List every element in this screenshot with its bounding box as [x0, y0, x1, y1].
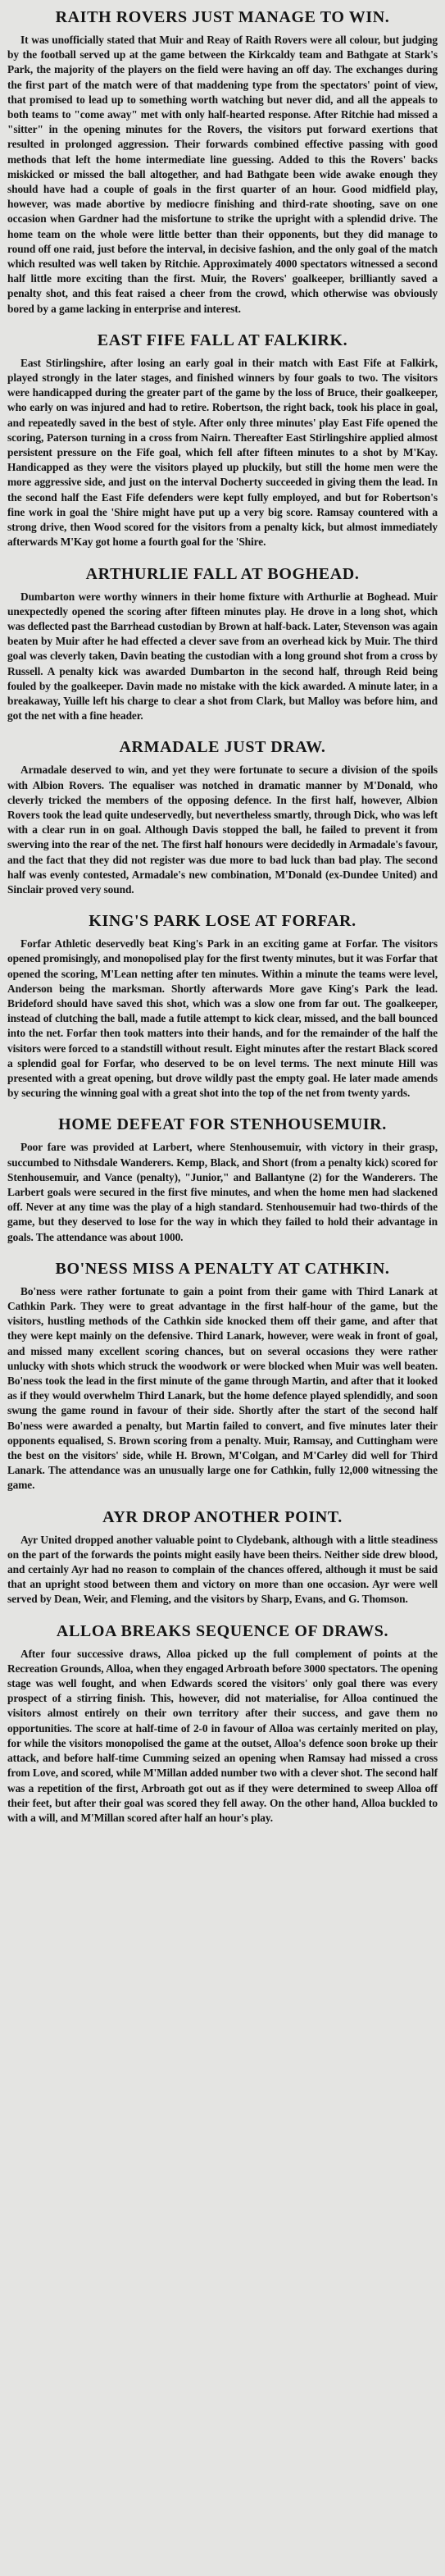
article-headline: BO'NESS MISS A PENALTY AT CATHKIN.	[55, 1259, 390, 1278]
article-headline: ARTHURLIE FALL AT BOGHEAD.	[85, 564, 360, 583]
article-paragraph: Forfar Athletic deservedly beat King's Park in an exciting game at Forfar. The visitors opened promisingly, and monopolised play for the first twenty minutes, but it was Forfar that opened the scoring, M'Lean netting after ten minutes. Within a minute the teams were level, Anderson being the marksman. Shortly afterwards More gave King's Park the lead. Brideford should have saved this shot, which was a slow one from far out. The goalkeeper, instead of clutching the ball, made a futile attempt to kick clear, missed, and the ball bounced into the net. Forfar then took matters into their hands, and for the remainder of the half the visitors were forced to a standstill without result. Eight minutes after the restart Black scored a splendid goal for Forfar, who deserved to be on level terms. The next minute Hill was presented with a great opening, but drove wildly past the empty goal. He later made amends by securing the winning goal with a great shot into the top of the net from twenty yards.	[7, 937, 438, 1100]
article-armadale	[7, 736, 438, 897]
article-arthurlie	[7, 563, 438, 724]
article-east-fife	[7, 330, 438, 550]
article-paragraph: Bo'ness were rather fortunate to gain a point from their game with Third Lanark at Cathkin Park. They were to great advantage in the first half-hour of the game, but the visitors, hustling methods of the Cathkin side knocked them off their game, and after that they were kept mainly on the defensive. Third Lanark, however, were weak in front of goal, and missed many excellent scoring chances, but on several occasions they were rather unlucky with shots which struck the woodwork or were blocked when Muir was well beaten. Bo'ness took the lead in the first minute of the game through Martin, and after that it looked as if they would overwhelm Third Lanark, but the home defence played splendidly, and soon swung the game round in favour of their side. Shortly after the start of the second half Bo'ness were awarded a penalty, but Martin failed to convert, and five minutes later their opponents equalised, S. Brown scoring from a penalty. Muir, Ramsay, and Cuttingham were the best on the visitors' side, while H. Brown, M'Colgan, and M'Carley did well for Third Lanark. The attendance was an unusually large one for Cathkin, fully 12,000 witnessing the game.	[7, 1284, 438, 1492]
article-ayr	[7, 1507, 438, 1607]
article-headline: ARMADALE JUST DRAW.	[119, 738, 326, 757]
article-paragraph: Armadale deserved to win, and yet they were fortunate to secure a division of the spoils with Albion Rovers. The equaliser was notched in dramatic manner by M'Donald, who cleverly tricked the members of the opposing defence. In the first half, however, Albion Rovers took the lead quite undeservedly, but nevertheless smartly, through Dick, who was left with a clear run in on goal. Although Davis stopped the ball, he failed to prevent it from swerving into the rear of the net. The first half honours were decidedly in Armadale's favour, and the fact that they did not register was due more to bad luck than bad play. The second half was evenly contested, Armadale's new combination, M'Donald (ex-Dundee United) and Sinclair proved very sound.	[7, 764, 438, 896]
article-headline: HOME DEFEAT FOR STENHOUSEMUIR.	[58, 1115, 387, 1134]
article-alloa	[7, 1621, 438, 1826]
article-paragraph: Dumbarton were worthy winners in their home fixture with Arthurlie at Boghead. Muir unexpectedly opened the scoring after fifteen minutes play. He drove in a long shot, which was deflected past the Barrhead custodian by Brown at half-back. Later, Stevenson was again beaten by Muir after he had effected a clever save from an overhead kick by Muir. The third goal was cleverly taken, Davin beating the custodian with a long ground shot from a cross by Russell. A penalty kick was awarded Dumbarton in the second half, through Reid being fouled by the goalkeeper. Davin made no mistake with the kick awarded. A minute later, in a breakaway, Yuille left his charge to clear a shot from Clark, but Malloy was before him, and got the net with a fine header.	[7, 590, 438, 723]
article-kings-park	[7, 910, 438, 1101]
article-paragraph: It was unofficially stated that Muir and Reay of Raith Rovers were all colour, but judging by the football served up at the game between the Kirkcaldy team and Bathgate at Stark's Park, the majority of the players on the field were having an off day. The exchanges during the first part of the match were of that maddening type from the spectators' point of view, that promised to lead up to something worth watching but never did, and all the appeals to both teams to "come away" met with only half-hearted response. After Ritchie had missed a "sitter" in the opening minutes for the Rovers, the visitors put forward exertions that resulted in prolonged aggression. Their forwards combined effective passing with good methods that left the home intermediate line guessing. Added to this the Rovers' backs miskicked or missed the ball altogether, and had Bathgate been wide awake enough they should have had a couple of goals in the first quarter of an hour. Good midfield play, however, was made abortive by mediocre finishing and third-rate shooting, save on one occasion when Gardner had the misfortune to strike the upright with a splendid drive. The home team on the whole were little better than their opponents, but they did manage to round off one raid, just before the interval, in decisive fashion, and the only goal of the match which resulted was well taken by Ritchie. Approximately 4000 spectators witnessed a second half little more exciting than the first. Muir, the Rovers' goalkeeper, brilliantly saved a penalty shot, and this feat raised a cheer from the crowd, which otherwise was obviously bored by a game lacking in enterprise and interest.	[7, 34, 438, 315]
article-raith-rovers	[7, 7, 438, 317]
article-paragraph: Ayr United dropped another valuable point to Clydebank, although with a little steadiness on the part of the forwards the points might easily have been theirs. Neither side drew blood, and certainly Ayr had no reason to complain of the chances offered, although it must be said that an upright stood between them and victory on more than one occasion. Ayr were well served by Dean, Weir, and Fleming, and the visitors by Sharp, Evans, and G. Thomson.	[7, 1533, 438, 1606]
article-headline: RAITH ROVERS JUST MANAGE TO WIN.	[55, 8, 390, 26]
article-paragraph: East Stirlingshire, after losing an early goal in their match with East Fife at Falkirk, played strongly in the later stages, and finished winners by four goals to two. The visitors were handicapped during the greater part of the game by the loss of Bruce, their goalkeeper, who early on was injured and had to retire. Robertson, the right back, took his place in goal, and repeatedly saved in the best of style. After only three minutes' play East Fife opened the scoring, Paterson turning in a cross from Nairn. Thereafter East Stirlingshire applied almost persistent pressure on the Fife goal, which fell after fifteen minutes to a shot by M'Kay. Handicapped as they were the visitors played up pluckily, but still the home men were the more aggressive side, and just on the interval Docherty succeeded in giving them the lead. In the second half the East Fife defenders were kept fully employed, and but for Robertson's fine work in goal the 'Shire might have put up a very big score. Ramsay countered with a strong drive, then Wood scored for the visitors from a penalty kick, but almost immediately afterwards M'Kay got home a fourth goal for the 'Shire.	[7, 356, 438, 549]
article-headline: AYR DROP ANOTHER POINT.	[102, 1507, 343, 1526]
article-paragraph: Poor fare was provided at Larbert, where Stenhousemuir, with victory in their grasp, succumbed to Nithsdale Wanderers. Kemp, Black, and Short (from a penalty kick) scored for Stenhousemuir, and Vance (penalty), "Junior," and Ballantyne (2) for the Wanderers. The Larbert goals were secured in the first five minutes, and when the home men had slackened off. Never at any time was the play of a high standard. Stenhousemuir had two-thirds of the game, but they deserved to lose for the way in which they failed to hold their advantage in goals. The attendance was about 1000.	[7, 1141, 438, 1243]
article-paragraph: After four successive draws, Alloa picked up the full complement of points at the Recreation Grounds, Alloa, when they engaged Arbroath before 3000 spectators. The opening stage was well fought, and when Edwards scored the visitors' only goal there was every prospect of a stirring finish. This, however, did not materialise, for Alloa continued the visitors almost entirely on their own territory after their success, and gave them no opportunities. The score at half-time of 2-0 in favour of Alloa was certainly merited on play, for while the visitors monopolised the game at the outset, Alloa's defence soon broke up their attack, and before half-time Cumming seized an opening when Ramsay had missed a cross from Love, and scored, while M'Millan added number two with a clever shot. The second half was a repetition of the first, Arbroath got out as if they were determined to sweep Alloa off their feet, but after their goal was scored they fell away. On the other hand, Alloa buckled to with a will, and M'Millan scored after half an hour's play.	[7, 1647, 438, 1824]
article-headline: ALLOA BREAKS SEQUENCE OF DRAWS.	[56, 1621, 389, 1640]
article-stenhousemuir	[7, 1114, 438, 1244]
article-boness	[7, 1258, 438, 1493]
article-headline: KING'S PARK LOSE AT FORFAR.	[89, 912, 356, 931]
article-headline: EAST FIFE FALL AT FALKIRK.	[97, 331, 348, 349]
